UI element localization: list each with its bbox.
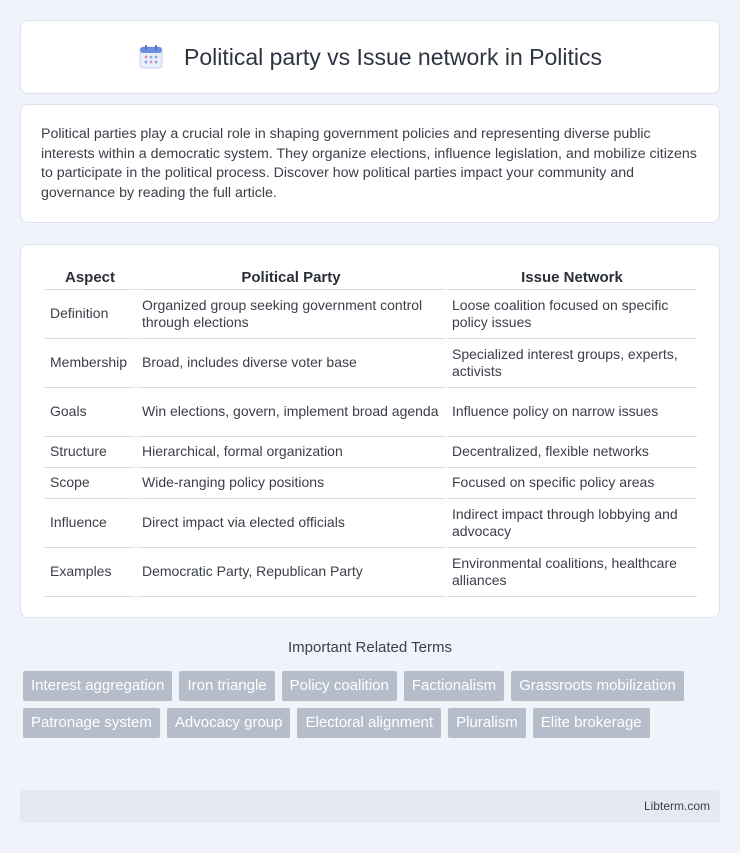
cell-network: Indirect impact through lobbying and advocacy [447,499,697,548]
cell-network: Loose coalition focused on specific policy issues [447,290,697,339]
cell-aspect: Influence [45,499,135,548]
cell-aspect: Membership [45,339,135,388]
intro-text: Political parties play a crucial role in shaping government policies and representing diverse public interests within a democratic system. They organize elections, influence legislation, and mobilize citizens to participate in the political process. Discover how political parties impact your community and governance by reading the full article. [41,126,697,201]
related-term-tag[interactable]: Policy coalition [282,671,397,701]
table-row [45,388,697,437]
related-term-tag[interactable]: Grassroots mobilization [511,671,684,701]
related-term-tag[interactable]: Elite brokerage [533,708,650,738]
comparison-table-card [20,244,720,618]
table-header-row [45,266,697,290]
header-issue-network: Issue Network [447,266,697,290]
table-row [45,437,697,468]
comparison-table [43,266,699,597]
cell-party: Win elections, govern, implement broad agenda [137,388,445,437]
cell-aspect: Goals [45,388,135,437]
cell-aspect: Examples [45,548,135,597]
related-term-tag[interactable]: Interest aggregation [23,671,172,701]
cell-party: Democratic Party, Republican Party [137,548,445,597]
cell-party: Broad, includes diverse voter base [137,339,445,388]
related-term-tag[interactable]: Factionalism [404,671,504,701]
table-row [45,548,697,597]
related-term-tag[interactable]: Iron triangle [179,671,274,701]
cell-aspect: Scope [45,468,135,499]
related-term-tag[interactable]: Patronage system [23,708,160,738]
cell-party: Hierarchical, formal organization [137,437,445,468]
related-terms-title: Important Related Terms [288,639,452,656]
cell-network: Focused on specific policy areas [447,468,697,499]
table-row [45,339,697,388]
footer-site-link[interactable]: Libterm.com [643,799,710,813]
header-political-party: Political Party [137,266,445,290]
cell-network: Decentralized, flexible networks [447,437,697,468]
cell-party: Direct impact via elected officials [137,499,445,548]
table-row [45,499,697,548]
header-aspect: Aspect [45,266,135,290]
title-card [20,20,720,94]
footer [20,790,720,823]
cell-party: Organized group seeking government control through elections [137,290,445,339]
cell-party: Wide-ranging policy positions [137,468,445,499]
related-term-tag[interactable]: Advocacy group [167,708,291,738]
table-row [45,290,697,339]
calendar-icon [138,44,164,70]
cell-network: Specialized interest groups, experts, activists [447,339,697,388]
cell-aspect: Definition [45,290,135,339]
cell-aspect: Structure [45,437,135,468]
cell-network: Environmental coalitions, healthcare alliances [447,548,697,597]
related-terms-list [23,671,723,745]
cell-network: Influence policy on narrow issues [447,388,697,437]
page-title: Political party vs Issue network in Politics [184,43,602,70]
intro-card [20,104,720,223]
related-term-tag[interactable]: Electoral alignment [297,708,441,738]
table-row [45,468,697,499]
related-term-tag[interactable]: Pluralism [448,708,526,738]
